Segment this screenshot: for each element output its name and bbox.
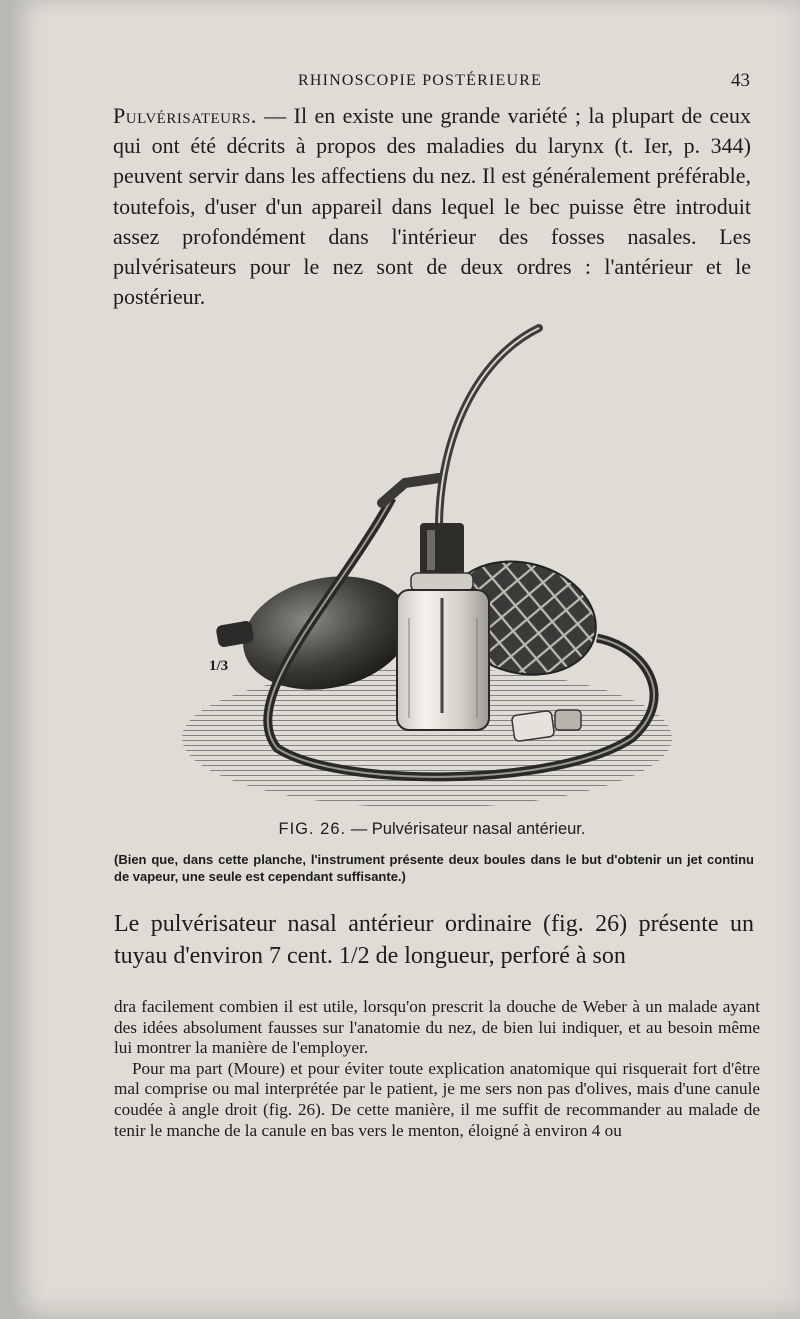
figure-caption-text: — Pulvérisateur nasal antérieur.: [346, 820, 586, 838]
page-header: [102, 70, 752, 94]
running-title: RHINOSCOPIE POSTÉRIEURE: [298, 72, 543, 89]
small-paragraph-2: Pour ma part (Moure) et pour éviter toute explication anatomique qui risquerait fort d'être mal comprise ou mal interprétée par le patient, je me sers non pas d'olives, mais d'une canule coudée à angle droit (fig. 26). De cette manière, il me suffit de recommander au malade de tenir le manche de la canule en bas vers le menton, éloigné à environ 4 ou: [114, 1058, 760, 1140]
book-page: [12, 0, 800, 1319]
scale-mark: 1/3: [209, 658, 229, 674]
curved-cannula: [439, 328, 539, 528]
small-print-section: [114, 997, 760, 1141]
figure-nasal-sprayer: [177, 318, 677, 818]
page-number: 43: [731, 70, 750, 91]
section-term: Pulvérisateurs.: [113, 103, 257, 128]
bottle-stopper: [420, 523, 464, 575]
figure-caption: [112, 820, 752, 839]
small-paragraph-1: dra facilement combien il est utile, lorsqu'on prescrit la douche de Weber à un malade ayant des idées absolument fausses sur l'anatomie du nez, de bien lui indiquer, et au besoin même lui montrer la manière de l'employer.: [114, 997, 760, 1058]
intro-text: — Il en existe une grande variété ; la plupart de ceux qui ont été décrits à propos des maladies du larynx (t. Ier, p. 344) peuvent servir dans les affectiens du nez. Il est généralement préférable, toutefois, d'user d'un appareil dans lequel le bec puisse être introduit assez profondément dans l'intérieur des fosses nasales. Les pulvérisateurs pour le nez sont de deux ordres : l'antérieur et le postérieur.: [113, 103, 751, 310]
figure-label: FIG. 26.: [278, 820, 347, 838]
body-paragraph: Le pulvérisateur nasal antérieur ordinaire (fig. 26) présente un tuyau d'environ 7 cent. 1/2 de longueur, perforé à son: [114, 911, 754, 969]
figure-note: (Bien que, dans cette planche, l'instrument présente deux boules dans le but d'obtenir un jet continu de vapeur, une seule est cependant suffisante.): [114, 852, 754, 884]
intro-paragraph: [113, 101, 751, 312]
spare-cap: [511, 710, 554, 741]
sprayer-engraving: [177, 318, 677, 818]
